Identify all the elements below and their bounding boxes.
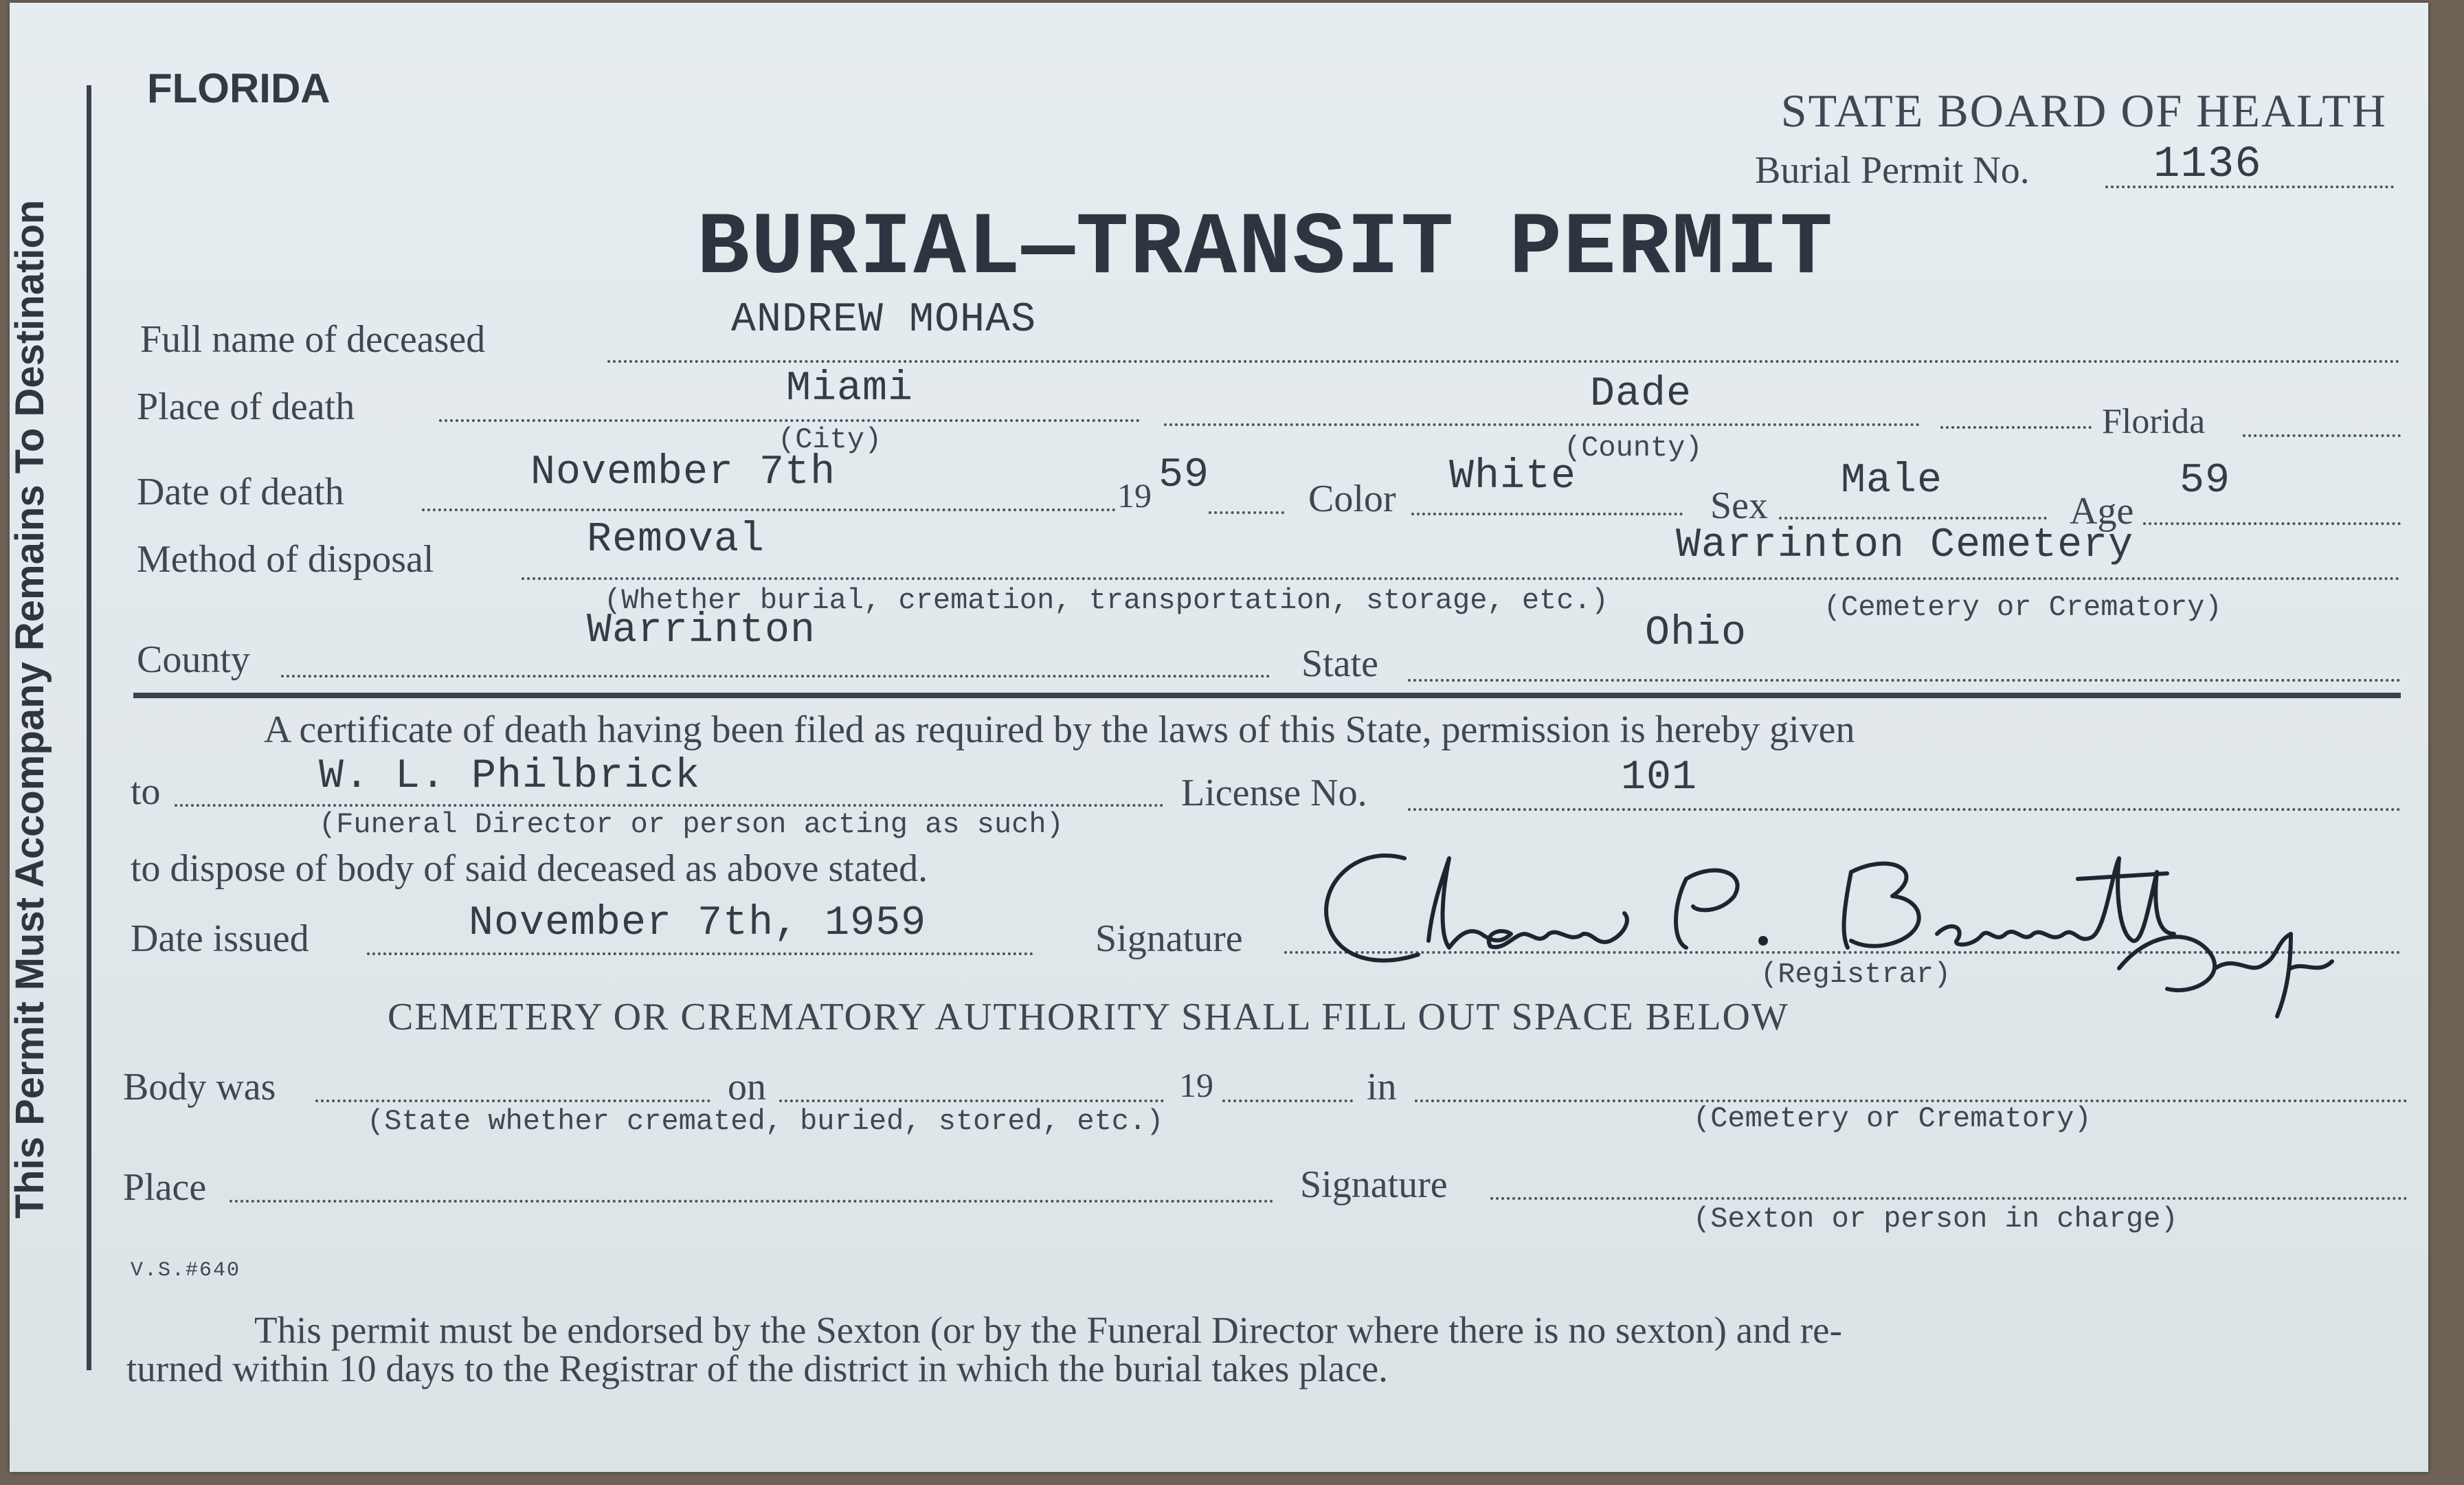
body-was-label: Body was — [123, 1066, 276, 1108]
state-florida-suffix: Florida — [2102, 402, 2206, 441]
city-line — [439, 419, 1140, 422]
permit-no-value: 1136 — [2153, 140, 2262, 190]
date-of-death-label: Date of death — [137, 471, 344, 513]
cemetery-caption: (Cemetery or Crematory) — [1824, 591, 2222, 624]
permit-no-label: Burial Permit No. — [1755, 149, 2030, 192]
pre-florida-line — [1940, 426, 2092, 429]
license-label: License No. — [1181, 772, 1367, 814]
year-prefix: 19 — [1117, 476, 1152, 515]
method-caption: (Whether burial, cremation, transportation, storage, etc.) — [604, 584, 1609, 617]
permit-document — [10, 3, 2428, 1472]
to-label: to — [131, 770, 161, 813]
place-line — [229, 1200, 1274, 1203]
age-label: Age — [2070, 490, 2134, 533]
year-19-label: 19 — [1179, 1066, 1213, 1104]
form-number: V.S.#640 — [131, 1259, 241, 1282]
date-issued-label: Date issued — [131, 917, 309, 960]
date-issued-line — [367, 952, 1033, 955]
county-value: Dade — [1590, 371, 1692, 418]
crematory-caption: (Cemetery or Crematory) — [1693, 1102, 2092, 1135]
year-19-line — [1222, 1099, 1353, 1102]
county-value-line — [281, 675, 1270, 678]
county-line — [1164, 423, 1920, 426]
footer-note-line1: This permit must be endorsed by the Sexton (or by the Funeral Director where there is no sexton) and re- — [254, 1309, 1842, 1351]
date-of-death-value: November 7th — [530, 449, 836, 496]
county-label: County — [137, 638, 250, 681]
year-suffix: 59 — [1158, 452, 1210, 499]
city-caption: (City) — [778, 423, 882, 456]
sexton-caption: (Sexton or person in charge) — [1693, 1203, 2178, 1236]
sex-value: Male — [1841, 458, 1943, 504]
side-rule — [87, 85, 91, 1370]
method-value: Removal — [587, 517, 765, 563]
on-label: on — [728, 1066, 766, 1108]
body-was-line — [315, 1099, 710, 1102]
funeral-director-value: W. L. Philbrick — [319, 753, 701, 800]
full-name-label: Full name of deceased — [140, 318, 486, 361]
method-label: Method of disposal — [137, 538, 434, 581]
in-label: in — [1367, 1066, 1397, 1108]
state-value: Ohio — [1645, 610, 1747, 657]
sex-line — [1779, 517, 2047, 520]
sex-label: Sex — [1710, 484, 1768, 527]
date-of-death-line — [422, 509, 1116, 511]
post-florida-line — [2243, 434, 2401, 437]
color-label: Color — [1308, 478, 1396, 520]
license-line — [1408, 808, 2401, 811]
full-name-line — [607, 360, 2401, 363]
section-divider — [133, 693, 2401, 698]
board-name: STATE BOARD OF HEALTH — [1780, 85, 2387, 137]
side-strip-text: This Permit Must Accompany Remains To Destination — [8, 199, 52, 1219]
age-line — [2143, 522, 2401, 525]
place-of-death-label: Place of death — [137, 386, 355, 428]
cemetery-value: Warrinton Cemetery — [1676, 522, 2134, 569]
city-value: Miami — [786, 366, 914, 412]
on-line — [779, 1099, 1164, 1102]
director-line — [175, 804, 1164, 807]
color-value: White — [1449, 454, 1577, 500]
color-line — [1411, 513, 1683, 515]
sexton-signature-label: Signature — [1300, 1163, 1448, 1206]
cemetery-heading: CEMETERY OR CREMATORY AUTHORITY SHALL FILL OUT SPACE BELOW — [388, 996, 1789, 1038]
full-name-value: ANDREW MOHAS — [731, 297, 1037, 344]
place-label: Place — [123, 1166, 207, 1209]
year-line — [1209, 511, 1284, 514]
director-caption: (Funeral Director or person acting as such) — [319, 808, 1064, 841]
age-value: 59 — [2180, 458, 2231, 504]
license-value: 101 — [1621, 755, 1698, 801]
county-value: Warrinton — [587, 607, 816, 654]
date-issued-value: November 7th, 1959 — [469, 900, 927, 947]
state-value-line — [1408, 679, 2401, 682]
dispose-text: to dispose of body of said deceased as above stated. — [131, 847, 928, 890]
signature-label: Signature — [1095, 917, 1243, 960]
footer-note-line2: turned within 10 days to the Registrar of the district in which the burial takes place. — [126, 1348, 1388, 1389]
state-label: State — [1301, 643, 1378, 685]
state-whether-caption: (State whether cremated, buried, stored, etc.) — [367, 1105, 1164, 1138]
state-name: FLORIDA — [147, 65, 331, 111]
sexton-signature-line — [1490, 1197, 2408, 1200]
registrar-caption: (Registrar) — [1760, 958, 1951, 991]
permission-text: A certificate of death having been filed as required by the laws of this State, permission is hereby given — [264, 708, 1855, 751]
county-caption: (County) — [1564, 432, 1703, 465]
method-line — [522, 577, 2401, 580]
document-title: BURIAL—TRANSIT PERMIT — [697, 199, 1835, 299]
